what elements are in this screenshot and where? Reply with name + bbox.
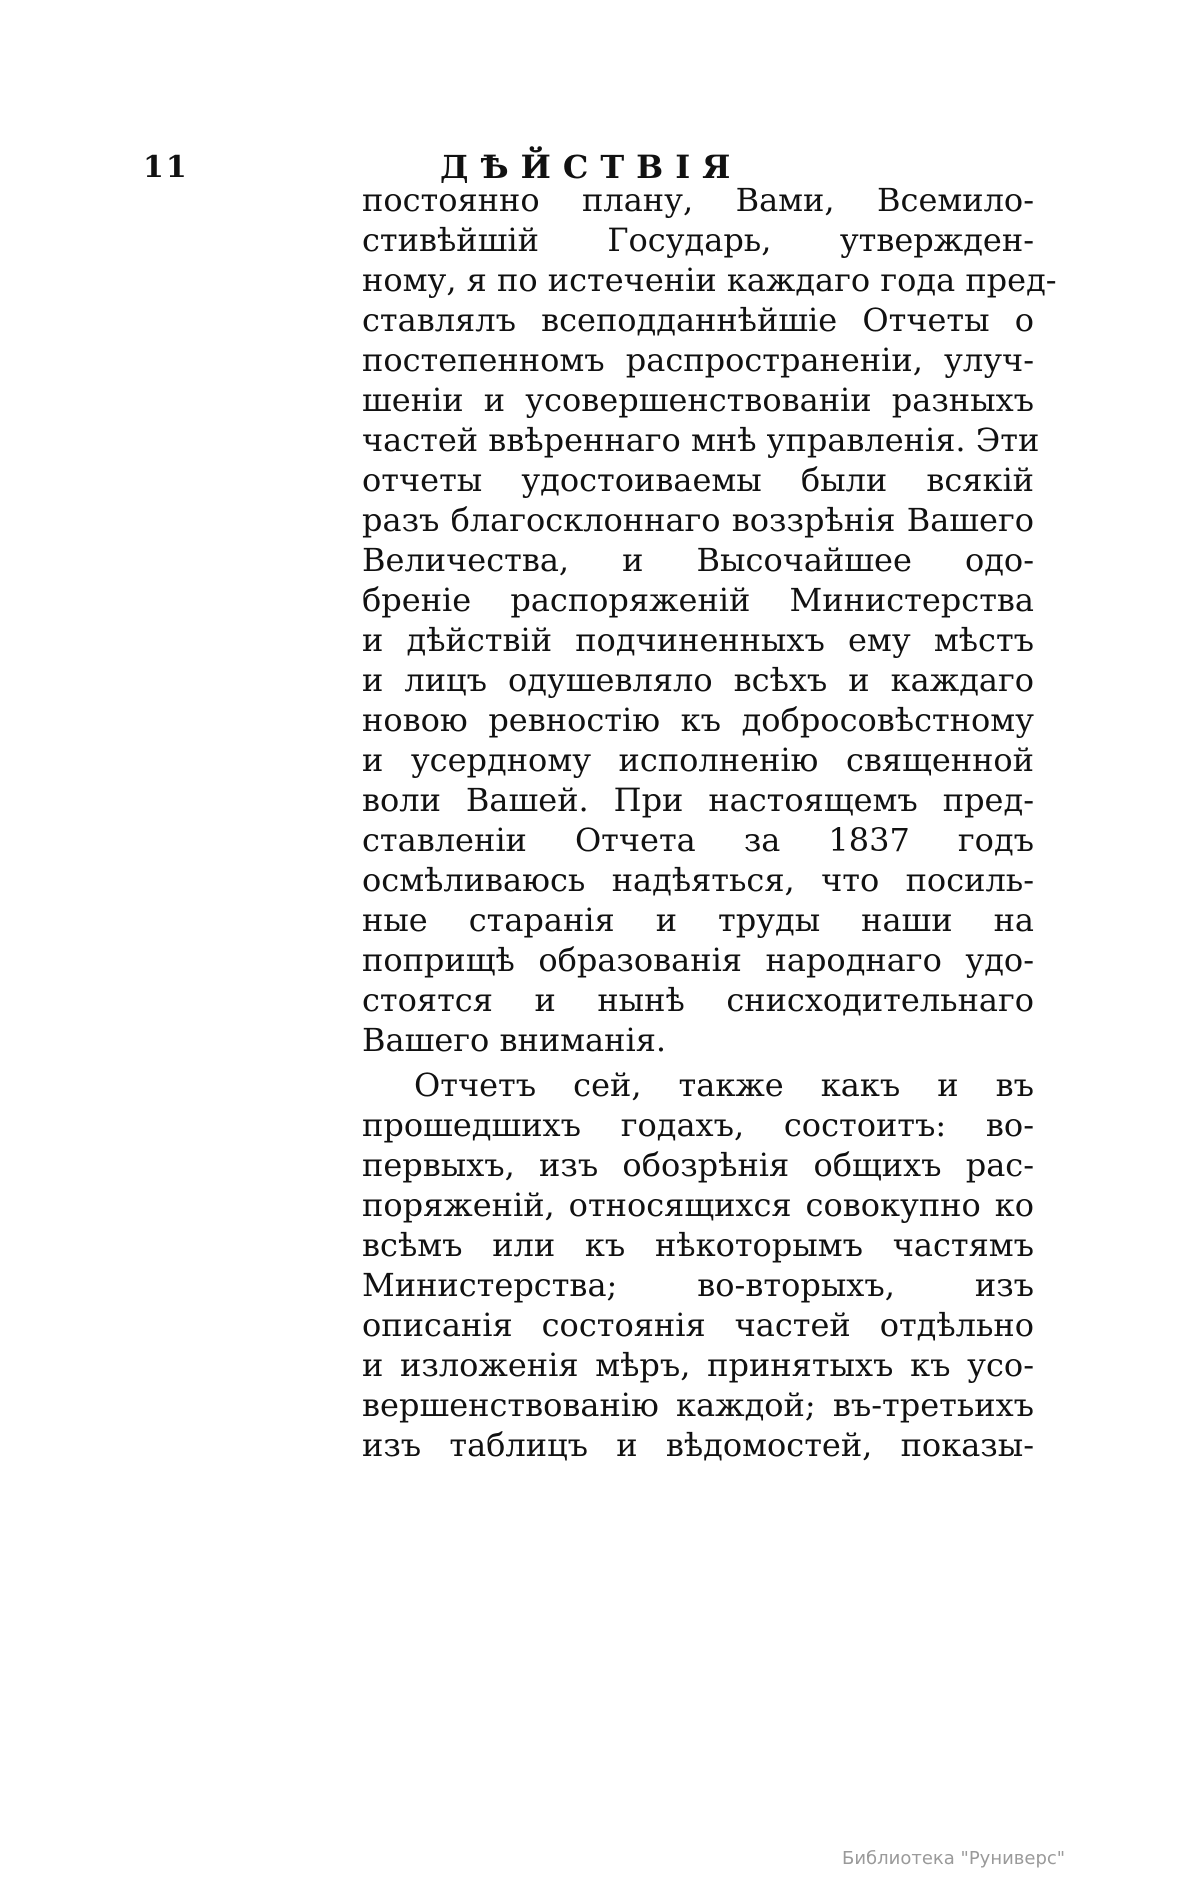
text-line: поприщѣ образованія народнаго удо-: [362, 941, 1034, 979]
text-line: ставленіи Отчета за 1837 годъ: [362, 821, 1034, 859]
running-header: ДѢЙСТВІЯ: [440, 148, 743, 186]
text-line: вершенствованію каждой; въ-третьихъ: [362, 1386, 1034, 1424]
text-line: ному, я по истеченіи каждаго года пред-: [362, 261, 1057, 299]
text-line: постепенномъ распространеніи, улуч-: [362, 341, 1034, 379]
text-line: отчеты удостоиваемы были всякій: [362, 461, 1034, 499]
text-line: воли Вашей. При настоящемъ пред-: [362, 781, 1034, 819]
text-line: Величества, и Высочайшее одо-: [362, 541, 1034, 579]
text-line: Вашего вниманія.: [362, 1021, 667, 1059]
text-line: изъ таблицъ и вѣдомостей, показы-: [362, 1426, 1034, 1464]
text-line: стивѣйшій Государь, утвержден-: [362, 221, 1034, 259]
text-line: стоятся и нынѣ снисходительнаго: [362, 981, 1034, 1019]
text-line: разъ благосклоннаго воззрѣнія Вашего: [362, 501, 1034, 539]
library-watermark: Библиотека "Руниверс": [842, 1848, 1066, 1869]
text-line: и усердному исполненію священной: [362, 741, 1034, 779]
text-line: новою ревностію къ добросовѣстному: [362, 701, 1034, 739]
text-line: постоянно плану, Вами, Всемило-: [362, 181, 1034, 219]
text-line: ные старанія и труды наши на: [362, 901, 1034, 939]
page-number: 11: [143, 150, 189, 185]
text-line: первыхъ, изъ обозрѣнія общихъ рас-: [362, 1146, 1034, 1184]
text-line: и изложенія мѣръ, принятыхъ къ усо-: [362, 1346, 1034, 1384]
text-line: частей ввѣреннаго мнѣ управленія. Эти: [362, 421, 1040, 459]
text-line: ставлялъ всеподданнѣйшіе Отчеты о: [362, 301, 1034, 339]
text-line: Министерства; во-вторыхъ, изъ: [362, 1266, 1034, 1304]
text-line: и дѣйствій подчиненныхъ ему мѣстъ: [362, 621, 1034, 659]
text-line: шеніи и усовершенствованіи разныхъ: [362, 381, 1034, 419]
text-line: описанія состоянія частей отдѣльно: [362, 1306, 1034, 1344]
text-line: всѣмъ или къ нѣкоторымъ частямъ: [362, 1226, 1034, 1264]
text-line: осмѣливаюсь надѣяться, что посиль-: [362, 861, 1034, 899]
text-line: поряженій, относящихся совокупно ко: [362, 1186, 1034, 1224]
text-line: бреніе распоряженій Министерства: [362, 581, 1034, 619]
text-line: и лицъ одушевляло всѣхъ и каждаго: [362, 661, 1034, 699]
text-line: Отчетъ сей, также какъ и въ: [414, 1066, 1034, 1104]
text-line: прошедшихъ годахъ, состоитъ: во-: [362, 1106, 1034, 1144]
